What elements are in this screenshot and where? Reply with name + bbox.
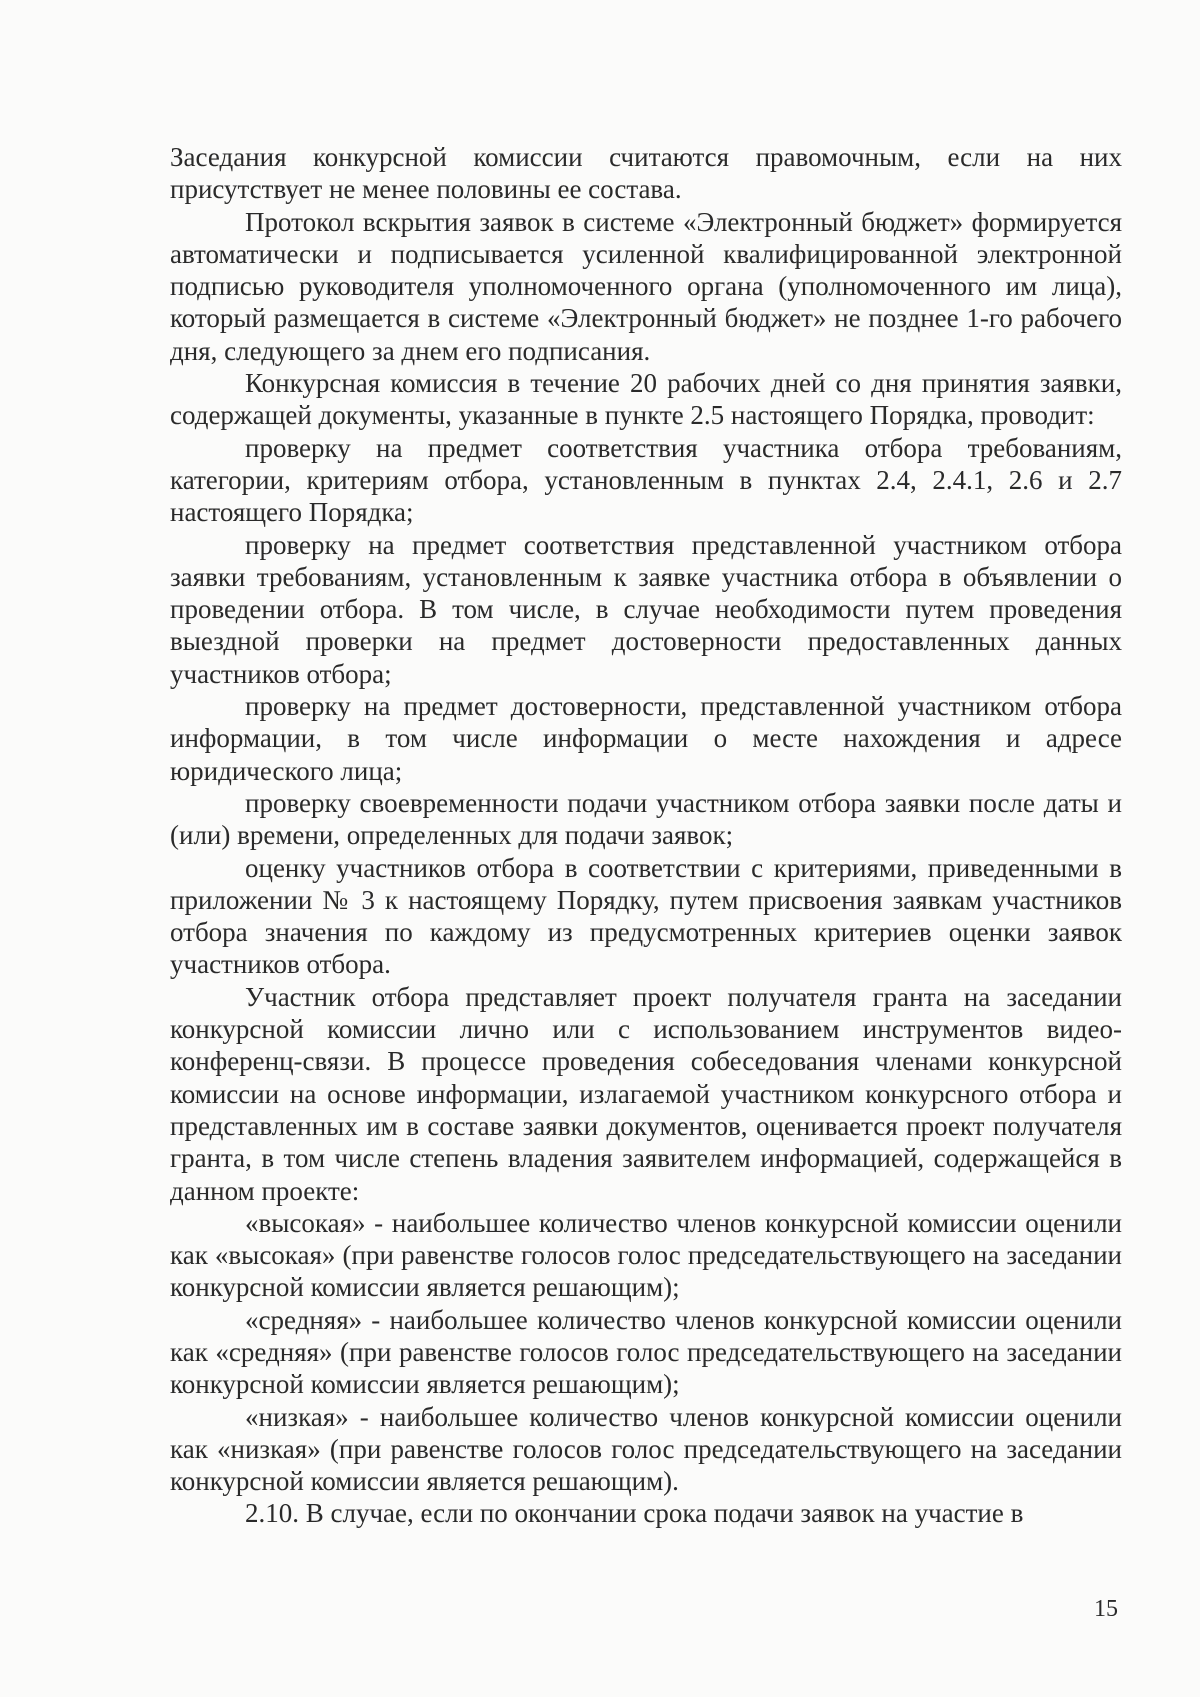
paragraph-check-requirements: проверку на предмет соответствия участника отбора требованиям, категории, критериям отбора, установленным в пунктах 2.4, 2.4.1, 2.6 и 2.7 настоящего Порядка; <box>170 432 1122 528</box>
paragraph-check-reliability: проверку на предмет достоверности, представленной участником отбора информации, в том числе информации о месте нахождения и адресе юридического лица; <box>170 691 1122 786</box>
paragraph-protocol: Протокол вскрытия заявок в системе «Электронный бюджет» формируется автоматически и подписывается усиленной квалифицированной электронной подписью руководителя уполномоченного органа (уполномоченного им лица), который размещается в системе «Электронный бюджет» не позднее 1-го рабочего дня, следующего за днем его подписания. <box>170 206 1122 366</box>
paragraph-rating-high: «высокая» - наибольшее количество членов конкурсной комиссии оценили как «высокая» (при равенстве голосов голос председательствующего на заседании конкурсной комиссии является решающим); <box>170 1207 1122 1303</box>
paragraph-rating-medium: «средняя» - наибольшее количество членов конкурсной комиссии оценили как «средняя» (при равенстве голосов голос председательствующего на заседании конкурсной комиссии является решающим); <box>170 1304 1122 1400</box>
paragraph-project-presentation: Участник отбора представляет проект получателя гранта на заседании конкурсной комиссии лично или с использованием инструментов видео-конференц-связи. В процессе проведения собеседования членами конкурсной комиссии на основе информации, излагаемой участником конкурсного отбора и представленных им в составе заявки документов, оценивается проект получателя гранта, в том числе степень владения заявителем информацией, содержащейся в данном проекте: <box>170 981 1122 1206</box>
document-body <box>170 141 1122 1530</box>
paragraph-check-timeliness: проверку своевременности подачи участником отбора заявки после даты и (или) времени, определенных для подачи заявок; <box>170 787 1122 851</box>
paragraph-quorum: Заседания конкурсной комиссии считаются правомочным, если на них присутствует не менее половины ее состава. <box>170 142 1122 205</box>
paragraph-rating-low: «низкая» - наибольшее количество членов конкурсной комиссии оценили как «низкая» (при равенстве голосов голос председательствующего на заседании конкурсной комиссии является решающим). <box>170 1401 1122 1497</box>
paragraph-evaluation: оценку участников отбора в соответствии с критериями, приведенными в приложении № 3 к настоящему Порядку, путем присвоения заявкам участников отбора значения по каждому из предусмотренных критериев оценки заявок участников отбора. <box>170 852 1122 980</box>
paragraph-check-application: проверку на предмет соответствия представленной участником отбора заявки требованиям, установленным к заявке участника отбора в объявлении о проведении отбора. В том числе, в случае необходимости путем проведения выездной проверки на предмет достоверности предоставленных данных участников отбора; <box>170 529 1122 689</box>
paragraph-section-2-10: 2.10. В случае, если по окончании срока подачи заявок на участие в <box>245 1498 1024 1529</box>
paragraph-commission-review: Конкурсная комиссия в течение 20 рабочих дней со дня принятия заявки, содержащей документы, указанные в пункте 2.5 настоящего Порядка, проводит: <box>170 368 1122 431</box>
page-number: 15 <box>1094 1596 1118 1622</box>
